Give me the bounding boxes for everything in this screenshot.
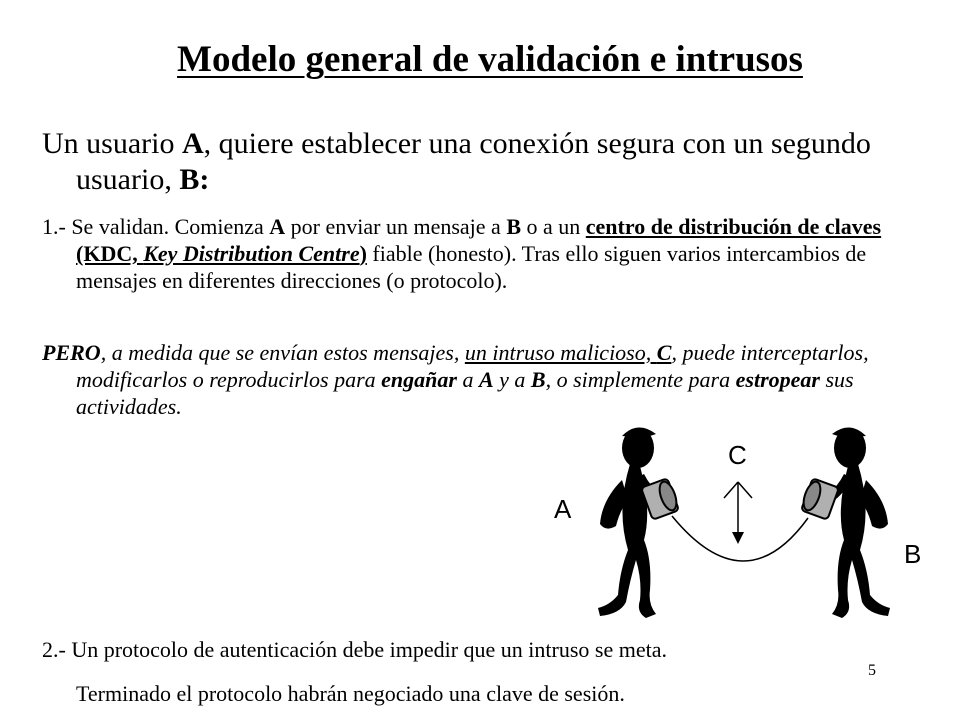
kdc-text-3: ) — [359, 241, 367, 266]
person-a-icon — [598, 427, 660, 618]
slide-title: Modelo general de validación e intrusos — [177, 39, 803, 80]
conclusion-paragraph: Terminado el protocolo habrán negociado una clave de sesión. — [76, 681, 625, 706]
warning-text-3: a — [456, 367, 479, 392]
figure-label-a: A — [554, 494, 572, 524]
user-b-label: B: — [179, 163, 210, 196]
user-a-label: A — [181, 127, 204, 160]
page-number: 5 — [868, 662, 876, 679]
intro-text-1: Un usuario — [42, 127, 182, 160]
step1-text-4: fiable (honesto). Tras ello siguen varios intercambios de mensajes en diferentes direcciones (o protocolo). — [76, 241, 867, 293]
tin-can-phone-illustration — [560, 420, 940, 635]
step1-text-3: o a un — [521, 214, 586, 239]
intro-paragraph — [42, 126, 956, 198]
warning-text-2: , puede interceptarlos, modificarlos o reproducirlos para — [76, 340, 869, 392]
step-1-paragraph — [42, 213, 926, 294]
intruder-text: un intruso malicioso, — [464, 340, 657, 365]
warning-a: A — [478, 367, 494, 392]
pero-word: PERO — [42, 340, 101, 365]
kdc-text-2: Key Distribution Centre — [143, 241, 360, 266]
intruder-term — [465, 340, 672, 365]
step1-text-2: por enviar un mensaje a — [285, 214, 507, 239]
intruder-c: C — [656, 340, 672, 365]
step-2-paragraph: 2.- Un protocolo de autenticación debe impedir que un intruso se meta. — [42, 637, 667, 662]
intruder-arrow-icon — [724, 482, 752, 544]
warning-text-4: y a — [493, 367, 531, 392]
intro-text-2: , quiere establecer una conexión segura con un segundo usuario, — [76, 127, 871, 196]
enganar-word: engañar — [381, 367, 457, 392]
person-b-icon — [828, 427, 890, 618]
kdc-text-1: centro de distribución de claves (KDC, — [76, 214, 882, 266]
figure-label-c: C — [728, 440, 747, 470]
step1-b: B — [506, 214, 521, 239]
estropear-word: estropear — [735, 367, 820, 392]
step1-a: A — [269, 214, 286, 239]
step1-text-1: 1.- Se validan. Comienza — [42, 214, 270, 239]
warning-text-1: , a medida que se envían estos mensajes, — [100, 340, 465, 365]
warning-text-5: , o simplemente para — [545, 367, 736, 392]
figure-label-b: B — [904, 539, 922, 569]
warning-paragraph — [42, 339, 926, 420]
warning-b: B — [530, 367, 546, 392]
warning-text-6: sus actividades. — [76, 367, 854, 419]
can-b-icon — [800, 478, 839, 520]
